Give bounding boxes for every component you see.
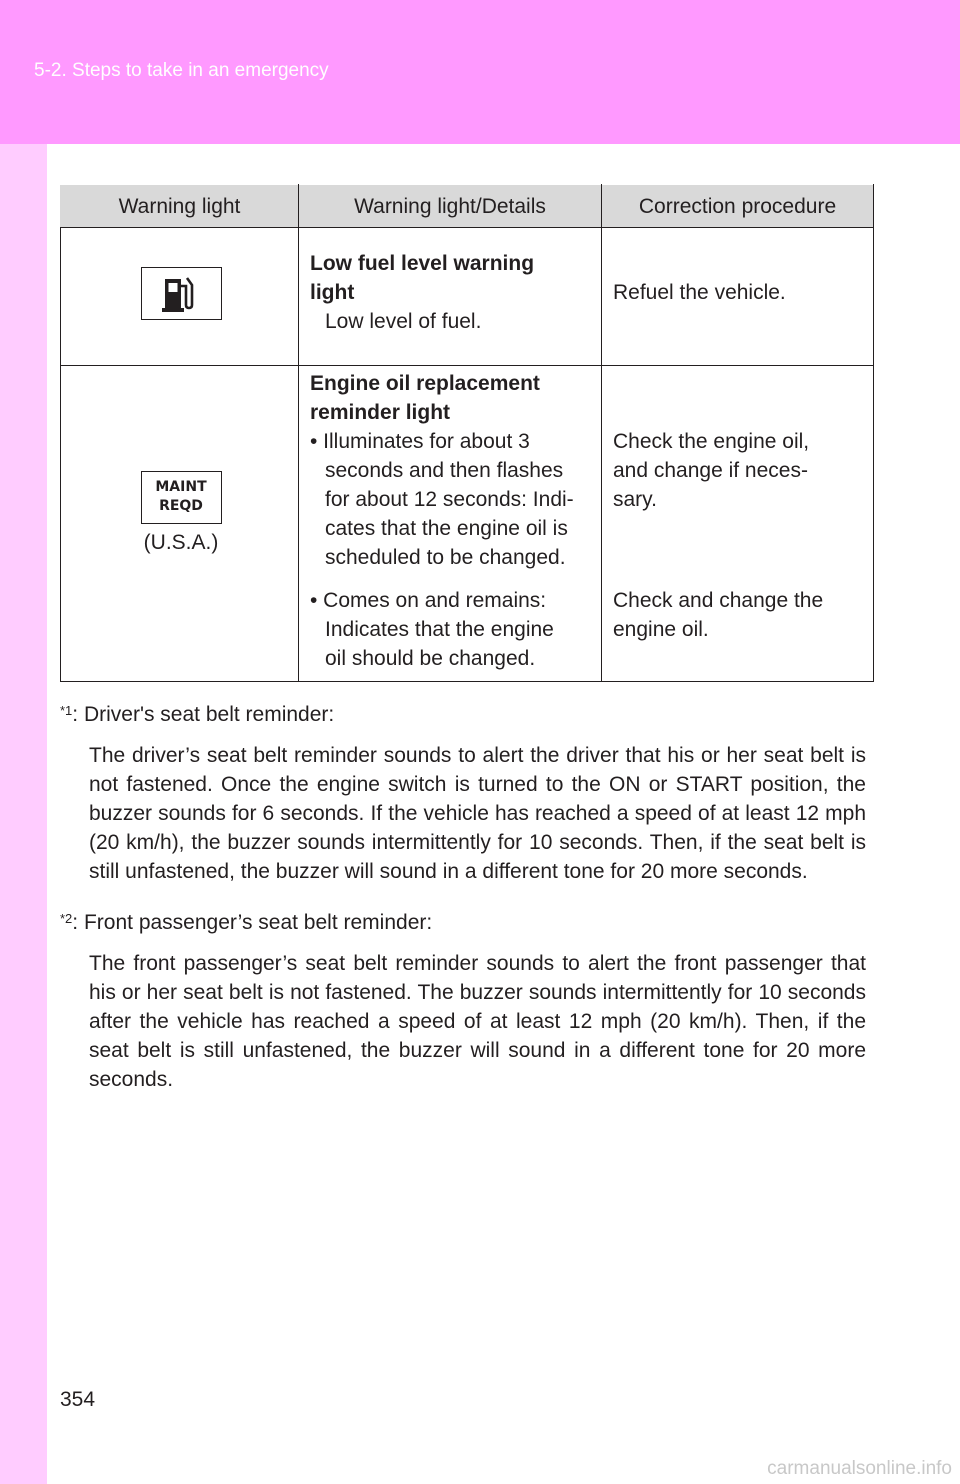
- warning-light-cell: [61, 228, 299, 366]
- region-label: (U.S.A.): [143, 530, 219, 554]
- section-title: 5-2. Steps to take in an emergency: [34, 60, 329, 81]
- footnote-title: $^{*2}$: Front passenger’s seat belt reminder:: [60, 911, 433, 934]
- warning-details-cell: [299, 366, 602, 682]
- footnote-marker: *1: [60, 703, 73, 718]
- footnote-marker: *2: [60, 911, 73, 926]
- column-header: Correction procedure: [602, 185, 874, 228]
- warning-title: Engine oil replacement reminder light: [310, 372, 540, 424]
- table-header-row: [61, 185, 874, 228]
- footnote-1: [60, 700, 866, 886]
- warning-light-table: [60, 184, 874, 682]
- footnotes: [60, 700, 866, 1094]
- footnote-title: $^{*1}$: Driver's seat belt reminder:: [60, 703, 335, 726]
- correction-text: Check and change the engine oil.: [613, 589, 824, 641]
- warning-title: Low fuel level warning light: [310, 252, 535, 304]
- column-header: Warning light: [61, 185, 299, 228]
- footnote-2: [60, 908, 866, 1094]
- detail-bullet: • Comes on and remains: Indicates that the engine oil should be changed.: [310, 589, 554, 670]
- side-bar: [0, 144, 47, 1484]
- table-row: [61, 366, 874, 682]
- maint-reqd-icon: MAINT REQD: [141, 471, 222, 524]
- watermark: carmanualsonline.info: [767, 1458, 952, 1479]
- warning-details-cell: [299, 228, 602, 366]
- detail-bullet: • Illuminates for about 3 seconds and then flashes for about 12 seconds: Indi- cates that the engine oil is scheduled to be changed.: [310, 430, 574, 569]
- footnote-body: The driver’s seat belt reminder sounds to alert the driver that his or her seat belt is not fastened. Once the engine switch is turned to the ON or START position, the buzzer sounds for 6 seconds. If the vehicle has reached a speed of at least 12 mph (20 km/h), the buzzer sounds intermittently for 10 seconds. Then, if the seat belt is still unfastened, the buzzer will sound in a different tone for 20 more seconds.: [89, 744, 866, 883]
- correction-cell: [602, 366, 874, 682]
- footnote-body: The front passenger’s seat belt reminder sounds to alert the front passenger that his or her seat belt is not fastened. The buzzer sounds intermittently for 10 seconds after the vehicle has reached a speed of at least 12 mph (20 km/h). Then, if the seat belt is still unfastened, the buzzer will sound in a different tone for 20 more seconds.: [89, 952, 866, 1091]
- table-row: [61, 228, 874, 366]
- correction-text: Check the engine oil, and change if neces- sary.: [613, 430, 810, 511]
- column-header: Warning light/Details: [299, 185, 602, 228]
- warning-description: Low level of fuel.: [325, 310, 482, 333]
- warning-light-cell: [61, 366, 299, 682]
- fuel-pump-icon: [141, 267, 222, 320]
- correction-cell: Refuel the vehicle.: [602, 228, 874, 366]
- page-number: 354: [60, 1388, 96, 1411]
